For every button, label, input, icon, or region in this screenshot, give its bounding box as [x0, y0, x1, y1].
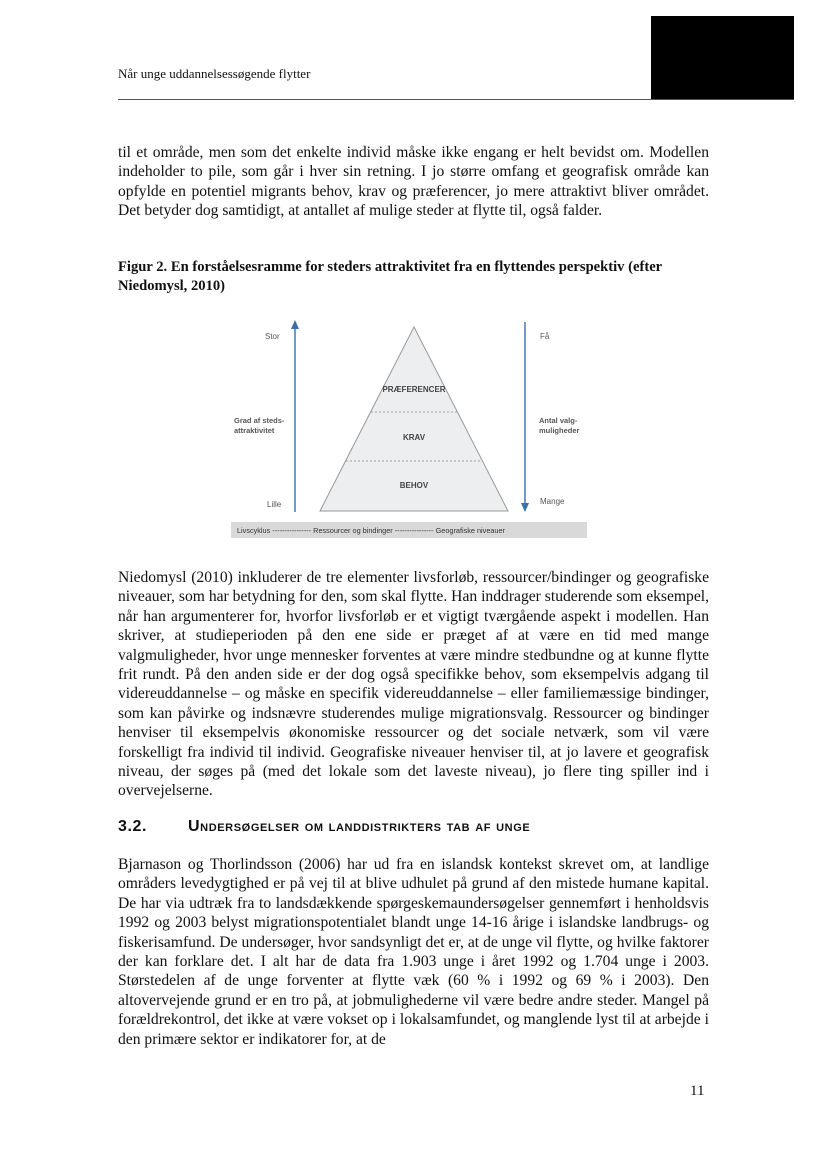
paragraph-bjarnason: Bjarnason og Thorlindsson (2006) har ud fra en islandsk kontekst skrevet om, at landlige områders levedygtighed er på vej til at blive udhulet på grund af den mistede humane kapital. De har via udtræk fra to landsdækkende spørgeskemaundersøgelser gennemført i henholdsvis 1992 og 2003 belyst migrationspotentialet blandt unge 14-16 årige i islandske landbrugs- og fiskerisamfund. De undersøger, hvor sandsynligt det er, at de unge vil flytte, og hvilke faktorer der kan forklare det. I alt har de data fra 1.903 unge i året 1992 og 1.704 unge i 2003. Størstedelen af de unge forventer at flytte væk (60 % i 1992 og 69 % i 2003). Den altovervejende grund er en tro på, at jobmulighederne vil være bedre andre steder. Mangel på forældrekontrol, det ikke at være vokset op i lokalsamfundet, og manglende lyst til at arbejde i den primære sektor er indikatorer for, at de: [118, 856, 709, 1048]
right-axis-top-label: Få: [540, 332, 550, 341]
level-krav: KRAV: [402, 433, 426, 442]
left-axis-label-line2: attraktivitet: [234, 426, 275, 435]
running-header: Når unge uddannelsessøgende flytter: [118, 66, 311, 81]
pyramid-diagram: [225, 312, 595, 544]
right-axis-label-line2: muligheder: [539, 426, 580, 435]
right-arrow: [521, 322, 529, 512]
section-number: 3.2.: [118, 818, 148, 835]
right-axis-label-line1: Antal valg-: [539, 416, 578, 425]
paragraph-intro: til et område, men som det enkelte individ måske ikke engang er helt bevidst om. Modellen indeholder to pile, som går i hver sin retning. I jo større omfang et geografisk område kan opfylde en potentiel migrants behov, krav og præferencer, jo mere attraktivt bliver området. Det betyder dog samtidigt, at antallet af mulige steder at flytte til, også falder.: [118, 144, 709, 220]
section-title: Undersøgelser om landdistrikters tab af unge: [188, 818, 531, 835]
figure-caption: Figur 2. En forståelsesramme for steders attraktivitet fra en flyttendes perspektiv (efter Niedomysl, 2010): [118, 259, 662, 294]
level-preferencer: PRÆFERENCER: [382, 385, 446, 394]
level-behov: BEHOV: [399, 481, 429, 490]
page-number: 11: [690, 1083, 705, 1099]
section-heading: [118, 818, 530, 836]
right-axis-bottom-label: Mange: [540, 497, 565, 506]
attractiveness-figure: [225, 312, 595, 544]
paragraph-niedomysl: Niedomysl (2010) inkluderer de tre elementer livsforløb, ressourcer/bindinger og geografiske niveauer, som har betydning for den, som skal flytte. Han inddrager studerende som eksempel, når han argumenterer for, hvorfor livsforløb er et vigtigt tværgående aspekt i modellen. Han skriver, at studieperioden på den ene side er præget af at være en tid med mange valgmuligheder, hvor unge mennesker forventes at være mindre stedbundne og at kunne flytte frit rundt. På den anden side er der dog også specifikke behov, som eksempelvis adgang til videreuddannelse – og måske en specifik videreuddannelse – eller familiemæssige bindinger, som kan påvirke og indsnævre studerendes mulige migrationsvalg. Ressourcer og bindinger henviser til eksempelvis økonomiske ressourcer og det sociale netværk, som vil være forskelligt fra individ til individ. Geografiske niveauer henviser til, at jo lavere et geografisk niveau, der søges på (med det lokale som det laveste niveau), jo flere ting spiller ind i overvejelserne.: [118, 569, 709, 800]
header-rule: [118, 99, 794, 100]
header-black-block: [651, 16, 794, 99]
left-arrow: [291, 320, 299, 512]
bottom-bar-label: Livscyklus ---------------- Ressourcer og bindinger ---------------- Geografiske niveauer: [237, 526, 505, 535]
left-axis-label-line1: Grad af steds-: [234, 416, 285, 425]
left-axis-top-label: Stor: [265, 332, 280, 341]
left-axis-bottom-label: Lille: [267, 500, 282, 509]
